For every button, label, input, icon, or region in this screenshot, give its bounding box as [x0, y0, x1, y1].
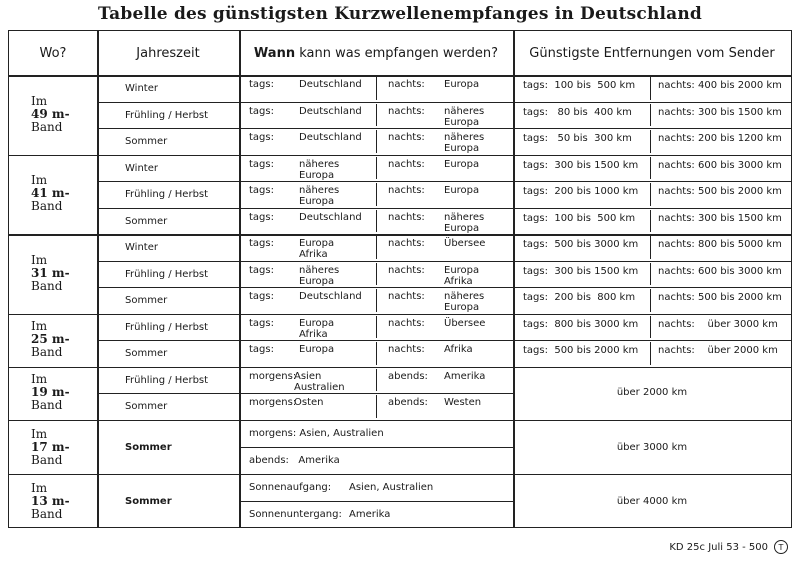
night-value: Europa — [444, 185, 480, 196]
night-label: nachts: — [388, 158, 425, 170]
season-label: Sommer — [125, 295, 168, 306]
time-label: morgens: — [249, 397, 297, 408]
night-value: näheres Europa — [444, 291, 485, 313]
time-label: tags: — [249, 211, 274, 223]
distance-night: nachts: über 3000 km — [658, 318, 778, 330]
header-entfernung: Günstigste Entfernungen vom Sender — [529, 45, 775, 61]
band-suffix: Band — [31, 345, 63, 359]
night-label: nachts: — [388, 317, 425, 329]
season-label: Frühling / Herbst — [125, 374, 209, 386]
time-label: tags: — [249, 264, 274, 276]
distance-day: tags: 80 bis 400 km — [523, 106, 632, 118]
dist-divider — [650, 77, 651, 100]
band-rule — [9, 474, 791, 476]
season-label: Frühling / Herbst — [125, 321, 209, 333]
distance-night: nachts: 500 bis 2000 km — [658, 292, 782, 303]
night-label: nachts: — [388, 185, 425, 196]
row-rule — [239, 501, 513, 502]
band-suffix: Band — [31, 506, 63, 521]
time-label: tags: — [249, 291, 274, 302]
dist-divider — [650, 130, 651, 153]
wann-divider — [376, 342, 377, 365]
time-value: näheres Europa — [299, 185, 340, 207]
band-suffix: Band — [31, 119, 63, 134]
wann-divider — [376, 104, 377, 127]
distance-day: tags: 500 bis 3000 km — [523, 239, 639, 250]
band-prefix: Im — [31, 372, 48, 386]
season-label: Winter — [125, 162, 158, 174]
dist-divider — [650, 236, 651, 259]
time-value: Deutschland — [299, 79, 362, 90]
season-label: Sommer — [125, 215, 168, 227]
header-wann-bold: Wann — [253, 45, 296, 61]
distance-17m: über 3000 km — [616, 441, 688, 453]
seal-letter: T — [778, 542, 784, 552]
line-morning: morgens: Asien, Australien — [249, 427, 384, 439]
band-rule — [9, 314, 791, 316]
distance-night: nachts: 200 bis 1200 km — [658, 133, 782, 144]
band-number: 13 m- — [31, 493, 70, 508]
distance-night: nachts: 400 bis 2000 km — [658, 80, 782, 91]
band-rule — [9, 420, 791, 422]
wann-divider — [376, 316, 377, 339]
table — [8, 30, 792, 528]
band-number: 41 m- — [31, 186, 70, 201]
band-number: 17 m- — [31, 439, 70, 454]
distance-day: tags: 500 bis 2000 km — [523, 345, 639, 356]
night-label: abends: — [388, 397, 428, 408]
distance-day: tags: 50 bis 300 km — [523, 133, 632, 144]
night-value: Afrika — [444, 344, 473, 355]
distance-night: nachts: 600 bis 3000 km — [658, 159, 782, 171]
time-value: Deutschland — [299, 291, 362, 302]
row-rule — [97, 128, 791, 129]
night-value: Europa — [444, 158, 480, 170]
distance-night: nachts: 300 bis 1500 km — [658, 106, 782, 118]
band-prefix: Im — [31, 319, 48, 333]
band-number: 19 m- — [31, 385, 70, 399]
night-value: Amerika — [444, 370, 486, 382]
night-label: nachts: — [388, 211, 425, 223]
night-value: Europa — [444, 79, 480, 90]
row-rule — [97, 102, 791, 103]
distance-night: nachts: 500 bis 2000 km — [658, 186, 782, 197]
distance-day: tags: 200 bis 800 km — [523, 292, 636, 303]
header-jahreszeit: Jahreszeit — [136, 45, 200, 61]
row-rule — [97, 208, 791, 209]
time-value: Osten — [294, 397, 324, 408]
time-label: tags: — [249, 185, 274, 196]
band-prefix: Im — [31, 480, 48, 495]
season-label: Winter — [125, 83, 158, 94]
band-label — [31, 254, 70, 293]
sunrise-label: Sonnenaufgang: — [249, 481, 332, 493]
band-prefix: Im — [31, 252, 48, 267]
dist-divider — [650, 263, 651, 286]
season-label: Frühling / Herbst — [125, 268, 209, 280]
distance-day: tags: 300 bis 1500 km — [523, 265, 639, 277]
band-suffix: Band — [31, 278, 63, 293]
sunset-value: Amerika — [349, 508, 391, 520]
header-rule — [9, 75, 791, 77]
distance-night: nachts: über 2000 km — [658, 345, 778, 356]
night-label: abends: — [388, 370, 428, 382]
time-value: näheres Europa — [299, 158, 340, 181]
time-label: morgens: — [249, 370, 297, 382]
time-value: Deutschland — [299, 105, 362, 117]
time-label: tags: — [249, 79, 274, 90]
dist-divider — [650, 316, 651, 339]
night-value: Westen — [444, 397, 482, 408]
sunset-label: Sonnenuntergang: — [249, 508, 342, 520]
season-label: Sommer — [125, 348, 168, 359]
band-label — [31, 320, 70, 359]
night-label: nachts: — [388, 105, 425, 117]
season-label: Frühling / Herbst — [125, 189, 209, 200]
time-value: Asien Australien — [294, 370, 345, 393]
dist-divider — [650, 342, 651, 365]
band-prefix: Im — [31, 173, 48, 188]
band-prefix: Im — [31, 93, 48, 108]
header-wann-rest: kann was empfangen werden? — [295, 45, 499, 61]
night-value: Europa Afrika — [444, 264, 480, 287]
band-number: 49 m- — [31, 106, 70, 121]
season-label: Sommer — [125, 401, 168, 412]
header-wann — [239, 31, 513, 75]
wann-divider — [376, 130, 377, 153]
time-label: tags: — [249, 238, 274, 249]
row-rule — [97, 340, 791, 341]
sunrise-value: Asien, Australien — [349, 481, 434, 493]
band-suffix: Band — [31, 452, 63, 467]
row-rule — [97, 287, 791, 288]
dist-divider — [650, 210, 651, 233]
row-rule — [239, 447, 513, 448]
band-suffix: Band — [31, 199, 63, 214]
distance-19m: über 2000 km — [616, 387, 688, 398]
dist-divider — [650, 289, 651, 312]
night-label: nachts: — [388, 291, 425, 302]
row-rule — [97, 393, 513, 394]
wann-divider — [376, 236, 377, 259]
distance-day: tags: 100 bis 500 km — [523, 80, 636, 91]
distance-day: tags: 100 bis 500 km — [523, 212, 636, 224]
season-label: Frühling / Herbst — [125, 109, 209, 121]
column-rule — [513, 31, 515, 527]
wann-divider — [376, 210, 377, 233]
night-label: nachts: — [388, 132, 425, 143]
band-label — [31, 428, 70, 467]
time-value: Europa Afrika — [299, 238, 335, 260]
wann-divider — [376, 369, 377, 392]
dist-divider — [650, 104, 651, 127]
night-label: nachts: — [388, 344, 425, 355]
distance-day: tags: 800 bis 3000 km — [523, 318, 639, 330]
band-label — [31, 373, 70, 412]
time-label: tags: — [249, 132, 274, 143]
header-wo: Wo? — [39, 45, 67, 61]
night-label: nachts: — [388, 79, 425, 90]
band-label — [31, 482, 70, 521]
distance-day: tags: 300 bis 1500 km — [523, 159, 639, 171]
time-value: Europa — [299, 344, 335, 355]
season-label: Sommer — [125, 495, 172, 507]
wann-divider — [376, 395, 377, 418]
distance-13m: über 4000 km — [616, 495, 688, 507]
time-label: tags: — [249, 105, 274, 117]
distance-night: nachts: 300 bis 1500 km — [658, 212, 782, 224]
band-rule — [9, 234, 791, 236]
time-label: tags: — [249, 317, 274, 329]
line-evening: abends: Amerika — [249, 454, 340, 466]
footer-code: KD 25c Juli 53 - 500 — [669, 541, 768, 553]
column-rule — [97, 31, 99, 527]
night-label: nachts: — [388, 264, 425, 276]
wann-divider — [376, 77, 377, 100]
row-rule — [97, 181, 791, 182]
distance-night: nachts: 600 bis 3000 km — [658, 265, 782, 277]
dist-divider — [650, 183, 651, 206]
wann-divider — [376, 263, 377, 286]
night-value: näheres Europa — [444, 132, 485, 154]
time-label: tags: — [249, 158, 274, 170]
distance-night: nachts: 800 bis 5000 km — [658, 239, 782, 250]
wann-divider — [376, 183, 377, 206]
band-rule — [9, 155, 791, 157]
band-label — [31, 174, 70, 213]
band-number: 25 m- — [31, 332, 70, 346]
night-value: Übersee — [444, 317, 486, 329]
band-suffix: Band — [31, 398, 63, 412]
column-rule — [239, 31, 241, 527]
seal-icon — [774, 540, 788, 554]
season-label: Winter — [125, 242, 158, 253]
distance-day: tags: 200 bis 1000 km — [523, 186, 639, 197]
band-rule — [9, 367, 791, 369]
band-prefix: Im — [31, 426, 48, 441]
night-value: näheres Europa — [444, 105, 485, 128]
time-label: tags: — [249, 344, 274, 355]
night-label: nachts: — [388, 238, 425, 249]
season-label: Sommer — [125, 136, 168, 147]
dist-divider — [650, 157, 651, 180]
band-number: 31 m- — [31, 265, 70, 280]
time-value: Deutschland — [299, 132, 362, 143]
row-rule — [97, 261, 791, 262]
time-value: näheres Europa — [299, 264, 340, 287]
season-label: Sommer — [125, 441, 172, 453]
night-value: Übersee — [444, 238, 486, 249]
wann-divider — [376, 289, 377, 312]
page-title: Tabelle des günstigsten Kurzwellenempfanges in Deutschland — [97, 4, 703, 24]
band-label — [31, 95, 70, 134]
night-value: näheres Europa — [444, 211, 485, 234]
time-value: Europa Afrika — [299, 317, 335, 340]
footer — [669, 540, 788, 554]
wann-divider — [376, 157, 377, 180]
time-value: Deutschland — [299, 211, 362, 223]
